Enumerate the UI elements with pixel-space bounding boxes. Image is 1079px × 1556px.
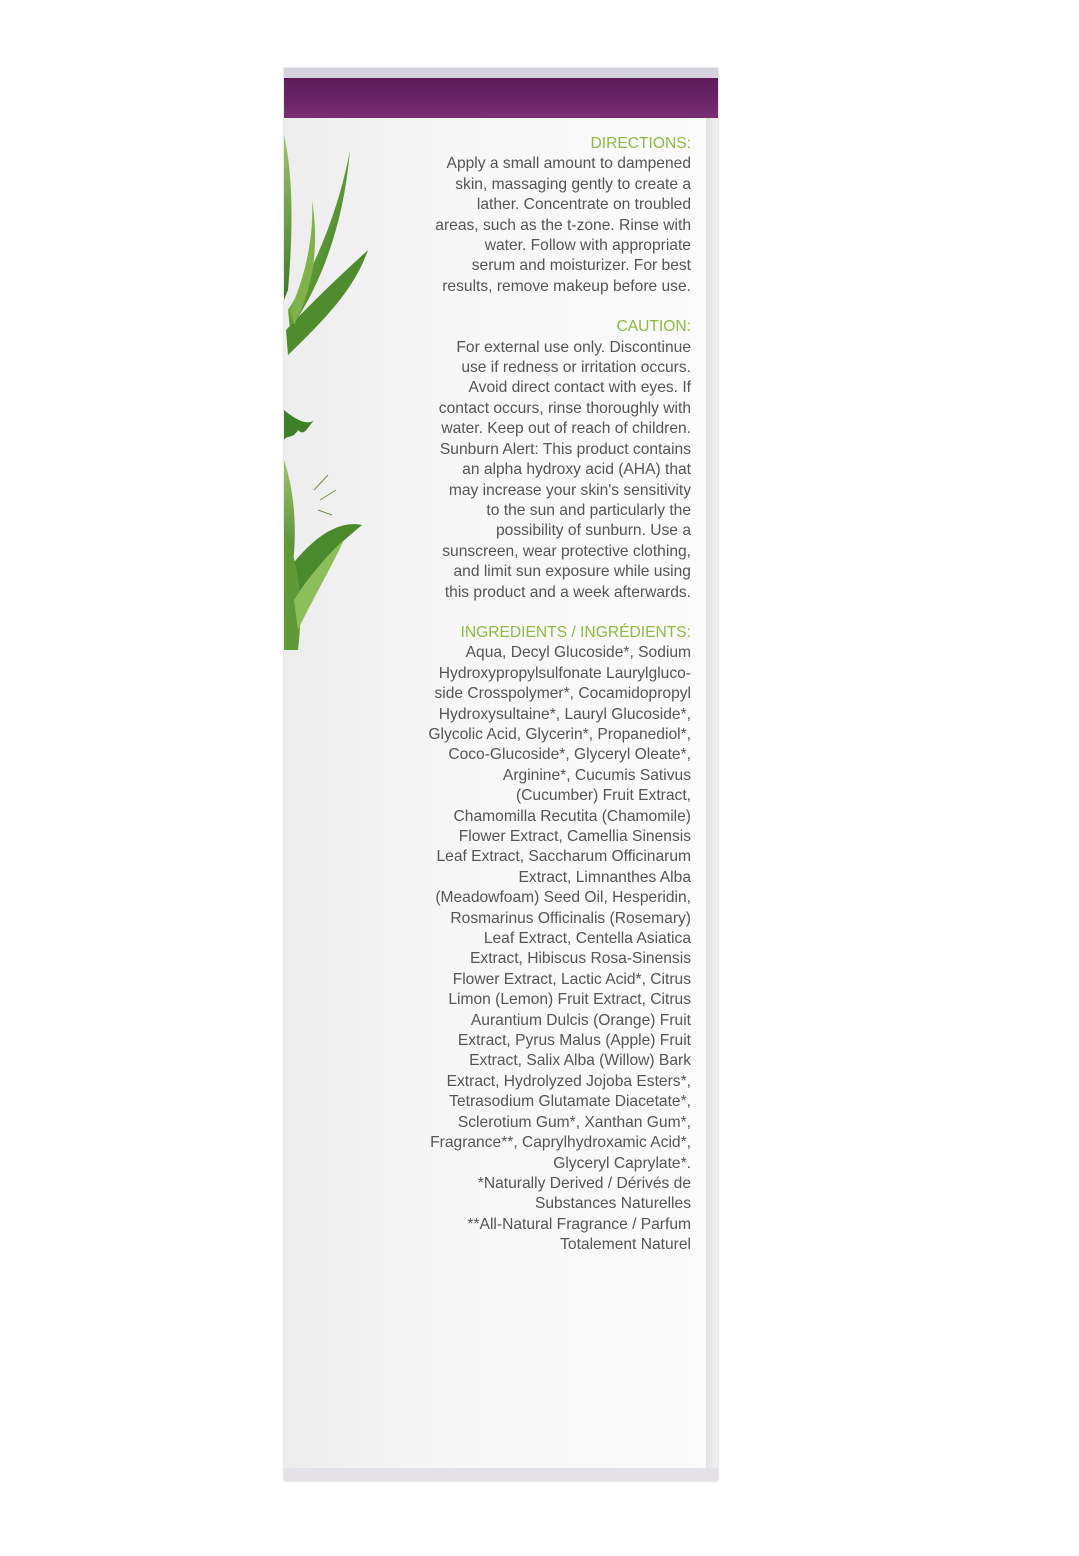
ingredients-line: Hydroxypropylsulfonate Laurylgluco- [438,664,691,682]
ingredients-line: Glyceryl Caprylate*. [553,1154,691,1172]
purple-header-band [284,78,718,118]
ingredients-line: Extract, Hydrolyzed Jojoba Esters*, [446,1072,691,1090]
directions-text [366,154,691,297]
ingredients-line: Leaf Extract, Saccharum Officinarum [436,848,691,866]
caution-line: possibility of sunburn. Use a [495,522,691,540]
ingredients-text [366,643,691,1255]
caution-line: sunscreen, wear protective clothing, [442,542,691,560]
caution-line: and limit sun exposure while using [453,563,691,581]
ingredients-line: Chamomilla Recutita (Chamomile) [453,807,691,825]
caution-line: Avoid direct contact with eyes. If [468,379,691,397]
directions-line: serum and moisturizer. For best [471,257,691,275]
ingredients-line: Substances Naturelles [534,1195,691,1213]
caution-heading: CAUTION: [616,318,691,336]
ingredients-line: Coco-Glucoside*, Glyceryl Oleate*, [448,746,691,764]
label-text-column [366,134,691,1256]
ingredients-line: Glycolic Acid, Glycerin*, Propanediol*, [428,725,691,743]
ingredients-line: Limon (Lemon) Fruit Extract, Citrus [448,991,691,1009]
ingredients-line: Extract, Limnanthes Alba [518,868,691,886]
caution-line: water. Keep out of reach of children. [441,420,691,438]
ingredients-line: Aqua, Decyl Glucoside*, Sodium [465,644,691,662]
caution-line: may increase your skin's sensitivity [448,481,691,499]
ingredients-line: Sclerotium Gum*, Xanthan Gum*, [457,1113,691,1131]
directions-line: areas, such as the t-zone. Rinse with [435,216,691,234]
directions-line: skin, massaging gently to create a [455,175,691,193]
caution-line: use if redness or irritation occurs. [461,359,691,377]
ingredients-line: Arginine*, Cucumis Sativus [502,766,691,784]
directions-line: Apply a small amount to dampened [446,155,691,173]
ingredients-line: side Crosspolymer*, Cocamidopropyl [434,685,691,703]
caution-line: an alpha hydroxy acid (AHA) that [462,461,691,479]
aloe-leaf-illustration [284,130,374,650]
section-gap [366,603,691,623]
ingredients-line: (Meadowfoam) Seed Oil, Hesperidin, [435,889,691,907]
ingredients-line: (Cucumber) Fruit Extract, [515,787,691,805]
directions-line: water. Follow with appropriate [484,237,691,255]
ingredients-line: Flower Extract, Camellia Sinensis [458,828,691,845]
ingredients-line: Aurantium Dulcis (Orange) Fruit [470,1011,691,1029]
ingredients-line: Hydroxysultaine*, Lauryl Glucoside*, [438,705,691,723]
directions-line: lather. Concentrate on troubled [476,196,691,214]
ingredients-line: **All-Natural Fragrance / Parfum [467,1215,691,1233]
directions-line: results, remove makeup before use. [442,277,691,295]
ingredients-line: Leaf Extract, Centella Asiatica [483,930,691,948]
caution-line: For external use only. Discontinue [456,338,691,356]
caution-line: contact occurs, rinse thoroughly with [438,399,691,417]
ingredients-heading: INGREDIENTS / INGRÉDIENTS: [460,623,691,641]
box-right-edge [706,118,718,1481]
ingredients-line: Rosmarinus Officinalis (Rosemary) [450,909,691,927]
ingredients-line: *Naturally Derived / Dérivés de [477,1174,691,1192]
ingredients-line: Extract, Hibiscus Rosa-Sinensis [470,950,691,968]
directions-heading: DIRECTIONS: [590,135,691,152]
caution-line: Sunburn Alert: This product contains [439,440,691,458]
ingredients-line: Flower Extract, Lactic Acid*, Citrus [452,970,691,988]
caution-line: to the sun and particularly the [486,501,691,519]
caution-line: this product and a week afterwards. [444,583,691,601]
ingredients-line: Fragrance**, Caprylhydroxamic Acid*, [430,1134,691,1152]
box-bottom-edge [284,1468,718,1481]
section-gap [366,297,691,317]
ingredients-line: Extract, Pyrus Malus (Apple) Fruit [457,1032,691,1050]
ingredients-line: Totalement Naturel [560,1236,691,1254]
caution-text [366,338,691,603]
ingredients-line: Tetrasodium Glutamate Diacetate*, [449,1093,691,1111]
ingredients-line: Extract, Salix Alba (Willow) Bark [469,1052,691,1070]
